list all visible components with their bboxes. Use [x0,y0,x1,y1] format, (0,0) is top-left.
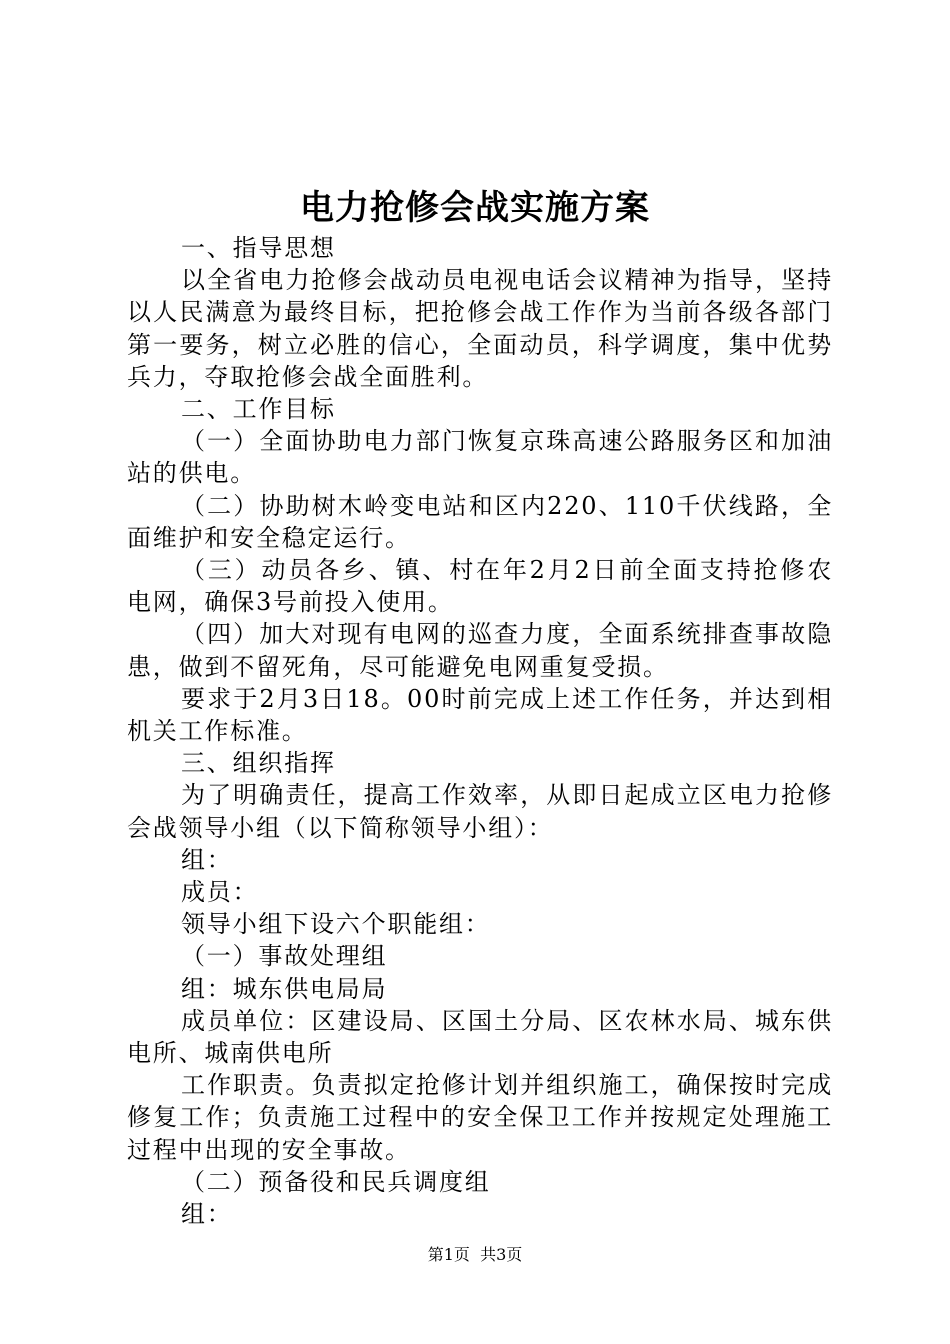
section-heading: 三、组织指挥 [181,749,336,778]
subsection-heading: （一）事故处理组 [181,942,388,971]
paragraph: （一）全面协助电力部门恢复京珠高速公路服务区和加油站的供电。 [127,427,833,488]
document-title: 电力抢修会战实施方案 [300,188,650,228]
paragraph: （三）动员各乡、镇、村在年2月2日前全面支持抢修农电网，确保3号前投入使用。 [127,556,833,617]
section-heading: 一、指导思想 [181,234,336,262]
paragraph: 领导小组下设六个职能组： [181,910,491,939]
subsection-heading: （二）预备役和民兵调度组 [181,1167,491,1196]
paragraph: （四）加大对现有电网的巡查力度，全面系统排查事故隐患，做到不留死角，尽可能避免电网重复受损。 [127,620,833,681]
paragraph: 成员： [181,878,259,907]
paragraph: （二）协助树木岭变电站和区内220、110千伏线路，全面维护和安全稳定运行。 [127,491,833,552]
document-body [127,232,833,1230]
section-heading: 二、工作目标 [181,395,336,424]
paragraph: 以全省电力抢修会战动员电视电话会议精神为指导，坚持以人民满意为最终目标，把抢修会战工作作为当前各级各部门第一要务，树立必胜的信心，全面动员，科学调度，集中优势兵力，夺取抢修会战全面胜利。 [127,266,833,391]
paragraph: 工作职责。负责拟定抢修计划并组织施工，确保按时完成修复工作；负责施工过程中的安全保卫工作并按规定处理施工过程中出现的安全事故。 [127,1071,833,1164]
paragraph: 组： [181,845,233,874]
paragraph: 为了明确责任，提高工作效率，从即日起成立区电力抢修会战领导小组（以下简称领导小组）： [127,781,833,842]
page-number: 第1页 [427,1245,470,1264]
paragraph: 成员单位：区建设局、区国土分局、区农林水局、城东供电所、城南供电所 [127,1006,833,1068]
paragraph: 组：城东供电局局 [181,974,388,1003]
paragraph: 组： [181,1200,233,1229]
page-total: 共3页 [480,1245,523,1264]
paragraph: 要求于2月3日18。00时前完成上述工作任务，并达到相机关工作标准。 [127,684,833,746]
page-footer [0,1244,950,1266]
